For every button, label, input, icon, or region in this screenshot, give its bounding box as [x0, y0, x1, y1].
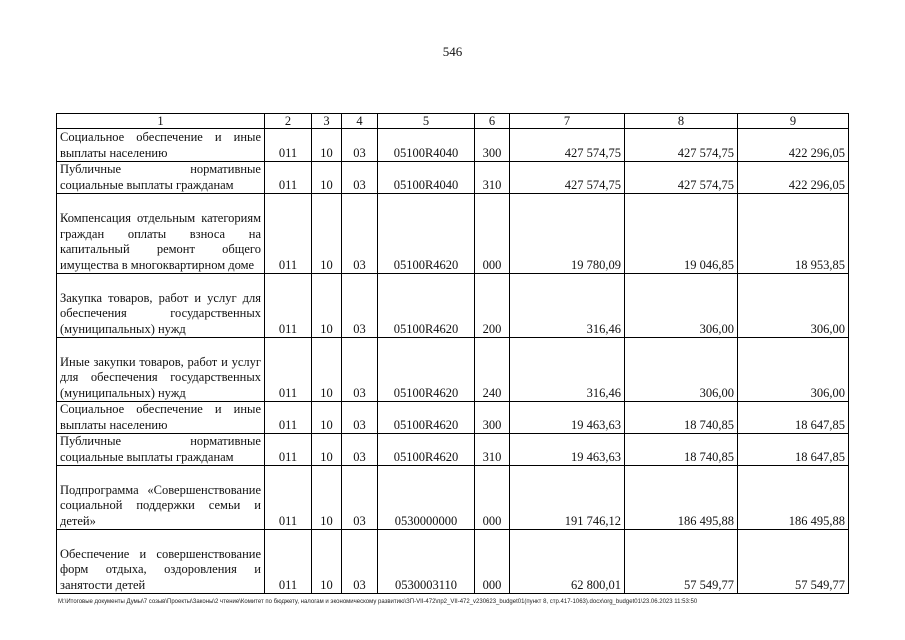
cell-target-article: 05100R4620 — [378, 434, 475, 466]
cell-amount-7: 19 463,63 — [510, 402, 625, 434]
cell-expense-type: 300 — [475, 402, 510, 434]
cell-expense-type: 240 — [475, 338, 510, 402]
cell-target-article: 0530003110 — [378, 530, 475, 594]
cell-expense-type: 300 — [475, 129, 510, 162]
cell-amount-9: 422 296,05 — [738, 162, 849, 194]
cell-amount-7: 316,46 — [510, 338, 625, 402]
cell-amount-8: 186 495,88 — [625, 466, 738, 530]
cell-amount-7: 19 780,09 — [510, 194, 625, 274]
table-header-row — [57, 114, 849, 129]
cell-target-article: 05100R4620 — [378, 274, 475, 338]
cell-subsection: 03 — [342, 129, 378, 162]
cell-expense-type: 000 — [475, 530, 510, 594]
column-header: 7 — [510, 114, 625, 129]
cell-amount-8: 19 046,85 — [625, 194, 738, 274]
cell-section: 10 — [312, 274, 342, 338]
cell-subsection: 03 — [342, 338, 378, 402]
table-row — [57, 194, 849, 274]
cell-expense-type: 000 — [475, 466, 510, 530]
cell-section: 10 — [312, 402, 342, 434]
cell-amount-8: 306,00 — [625, 274, 738, 338]
cell-expense-type: 310 — [475, 162, 510, 194]
cell-ministry: 011 — [265, 530, 312, 594]
column-header: 5 — [378, 114, 475, 129]
cell-amount-8: 306,00 — [625, 338, 738, 402]
cell-ministry: 011 — [265, 129, 312, 162]
cell-section: 10 — [312, 434, 342, 466]
cell-expense-type: 200 — [475, 274, 510, 338]
cell-amount-9: 18 647,85 — [738, 434, 849, 466]
cell-amount-8: 18 740,85 — [625, 434, 738, 466]
cell-amount-7: 427 574,75 — [510, 129, 625, 162]
cell-subsection: 03 — [342, 530, 378, 594]
column-header: 3 — [312, 114, 342, 129]
cell-subsection: 03 — [342, 402, 378, 434]
cell-amount-9: 306,00 — [738, 274, 849, 338]
cell-section: 10 — [312, 162, 342, 194]
table-row — [57, 338, 849, 402]
cell-amount-8: 427 574,75 — [625, 129, 738, 162]
cell-ministry: 011 — [265, 466, 312, 530]
table-row — [57, 274, 849, 338]
document-path-footer: М:\Итоговые документы Думы\7 созыв\Проекты\Законы\2 чтение\Комитет по бюджету, налогам и экономическому развитию\ЗП-VII-472\пр2_VII-472_v230623_budget01(пункт 8, стр.417-1063).docx\org_budget01\23.06.2023 11:53:50 — [58, 599, 698, 605]
table-row — [57, 466, 849, 530]
column-header: 4 — [342, 114, 378, 129]
table-row — [57, 162, 849, 194]
column-header: 6 — [475, 114, 510, 129]
cell-section: 10 — [312, 194, 342, 274]
row-name: Подпрограмма «Совершенствование социальной поддержки семьи и детей» — [57, 466, 265, 530]
column-header: 1 — [57, 114, 265, 129]
cell-ministry: 011 — [265, 402, 312, 434]
cell-amount-9: 186 495,88 — [738, 466, 849, 530]
row-name: Социальное обеспечение и иные выплаты населению — [57, 129, 265, 162]
cell-amount-8: 427 574,75 — [625, 162, 738, 194]
cell-amount-9: 18 647,85 — [738, 402, 849, 434]
cell-amount-9: 306,00 — [738, 338, 849, 402]
table-row — [57, 530, 849, 594]
cell-amount-9: 18 953,85 — [738, 194, 849, 274]
cell-subsection: 03 — [342, 194, 378, 274]
budget-table — [56, 113, 849, 594]
cell-amount-7: 19 463,63 — [510, 434, 625, 466]
cell-amount-9: 422 296,05 — [738, 129, 849, 162]
cell-target-article: 05100R4620 — [378, 338, 475, 402]
cell-amount-7: 62 800,01 — [510, 530, 625, 594]
cell-target-article: 05100R4620 — [378, 402, 475, 434]
cell-expense-type: 310 — [475, 434, 510, 466]
cell-amount-9: 57 549,77 — [738, 530, 849, 594]
cell-amount-7: 191 746,12 — [510, 466, 625, 530]
row-name: Компенсация отдельным категориям граждан оплаты взноса на капитальный ремонт общего имущества в многоквартирном доме — [57, 194, 265, 274]
cell-target-article: 0530000000 — [378, 466, 475, 530]
table-row — [57, 129, 849, 162]
cell-ministry: 011 — [265, 338, 312, 402]
cell-subsection: 03 — [342, 434, 378, 466]
cell-section: 10 — [312, 466, 342, 530]
cell-subsection: 03 — [342, 274, 378, 338]
row-name: Социальное обеспечение и иные выплаты населению — [57, 402, 265, 434]
column-header: 2 — [265, 114, 312, 129]
page-number: 546 — [442, 44, 463, 59]
column-header: 8 — [625, 114, 738, 129]
cell-section: 10 — [312, 530, 342, 594]
table-row — [57, 434, 849, 466]
cell-target-article: 05100R4620 — [378, 194, 475, 274]
row-name: Обеспечение и совершенствование форм отдыха, оздоровления и занятости детей — [57, 530, 265, 594]
row-name: Иные закупки товаров, работ и услуг для обеспечения государственных (муниципальных) нужд — [57, 338, 265, 402]
row-name: Публичные нормативные социальные выплаты гражданам — [57, 434, 265, 466]
cell-ministry: 011 — [265, 162, 312, 194]
cell-target-article: 05100R4040 — [378, 129, 475, 162]
cell-subsection: 03 — [342, 466, 378, 530]
cell-expense-type: 000 — [475, 194, 510, 274]
cell-amount-7: 427 574,75 — [510, 162, 625, 194]
cell-amount-8: 18 740,85 — [625, 402, 738, 434]
row-name: Публичные нормативные социальные выплаты гражданам — [57, 162, 265, 194]
cell-amount-8: 57 549,77 — [625, 530, 738, 594]
cell-ministry: 011 — [265, 194, 312, 274]
cell-subsection: 03 — [342, 162, 378, 194]
cell-section: 10 — [312, 129, 342, 162]
cell-target-article: 05100R4040 — [378, 162, 475, 194]
row-name: Закупка товаров, работ и услуг для обеспечения государственных (муниципальных) нужд — [57, 274, 265, 338]
table-row — [57, 402, 849, 434]
cell-ministry: 011 — [265, 434, 312, 466]
cell-ministry: 011 — [265, 274, 312, 338]
cell-amount-7: 316,46 — [510, 274, 625, 338]
column-header: 9 — [738, 114, 849, 129]
cell-section: 10 — [312, 338, 342, 402]
